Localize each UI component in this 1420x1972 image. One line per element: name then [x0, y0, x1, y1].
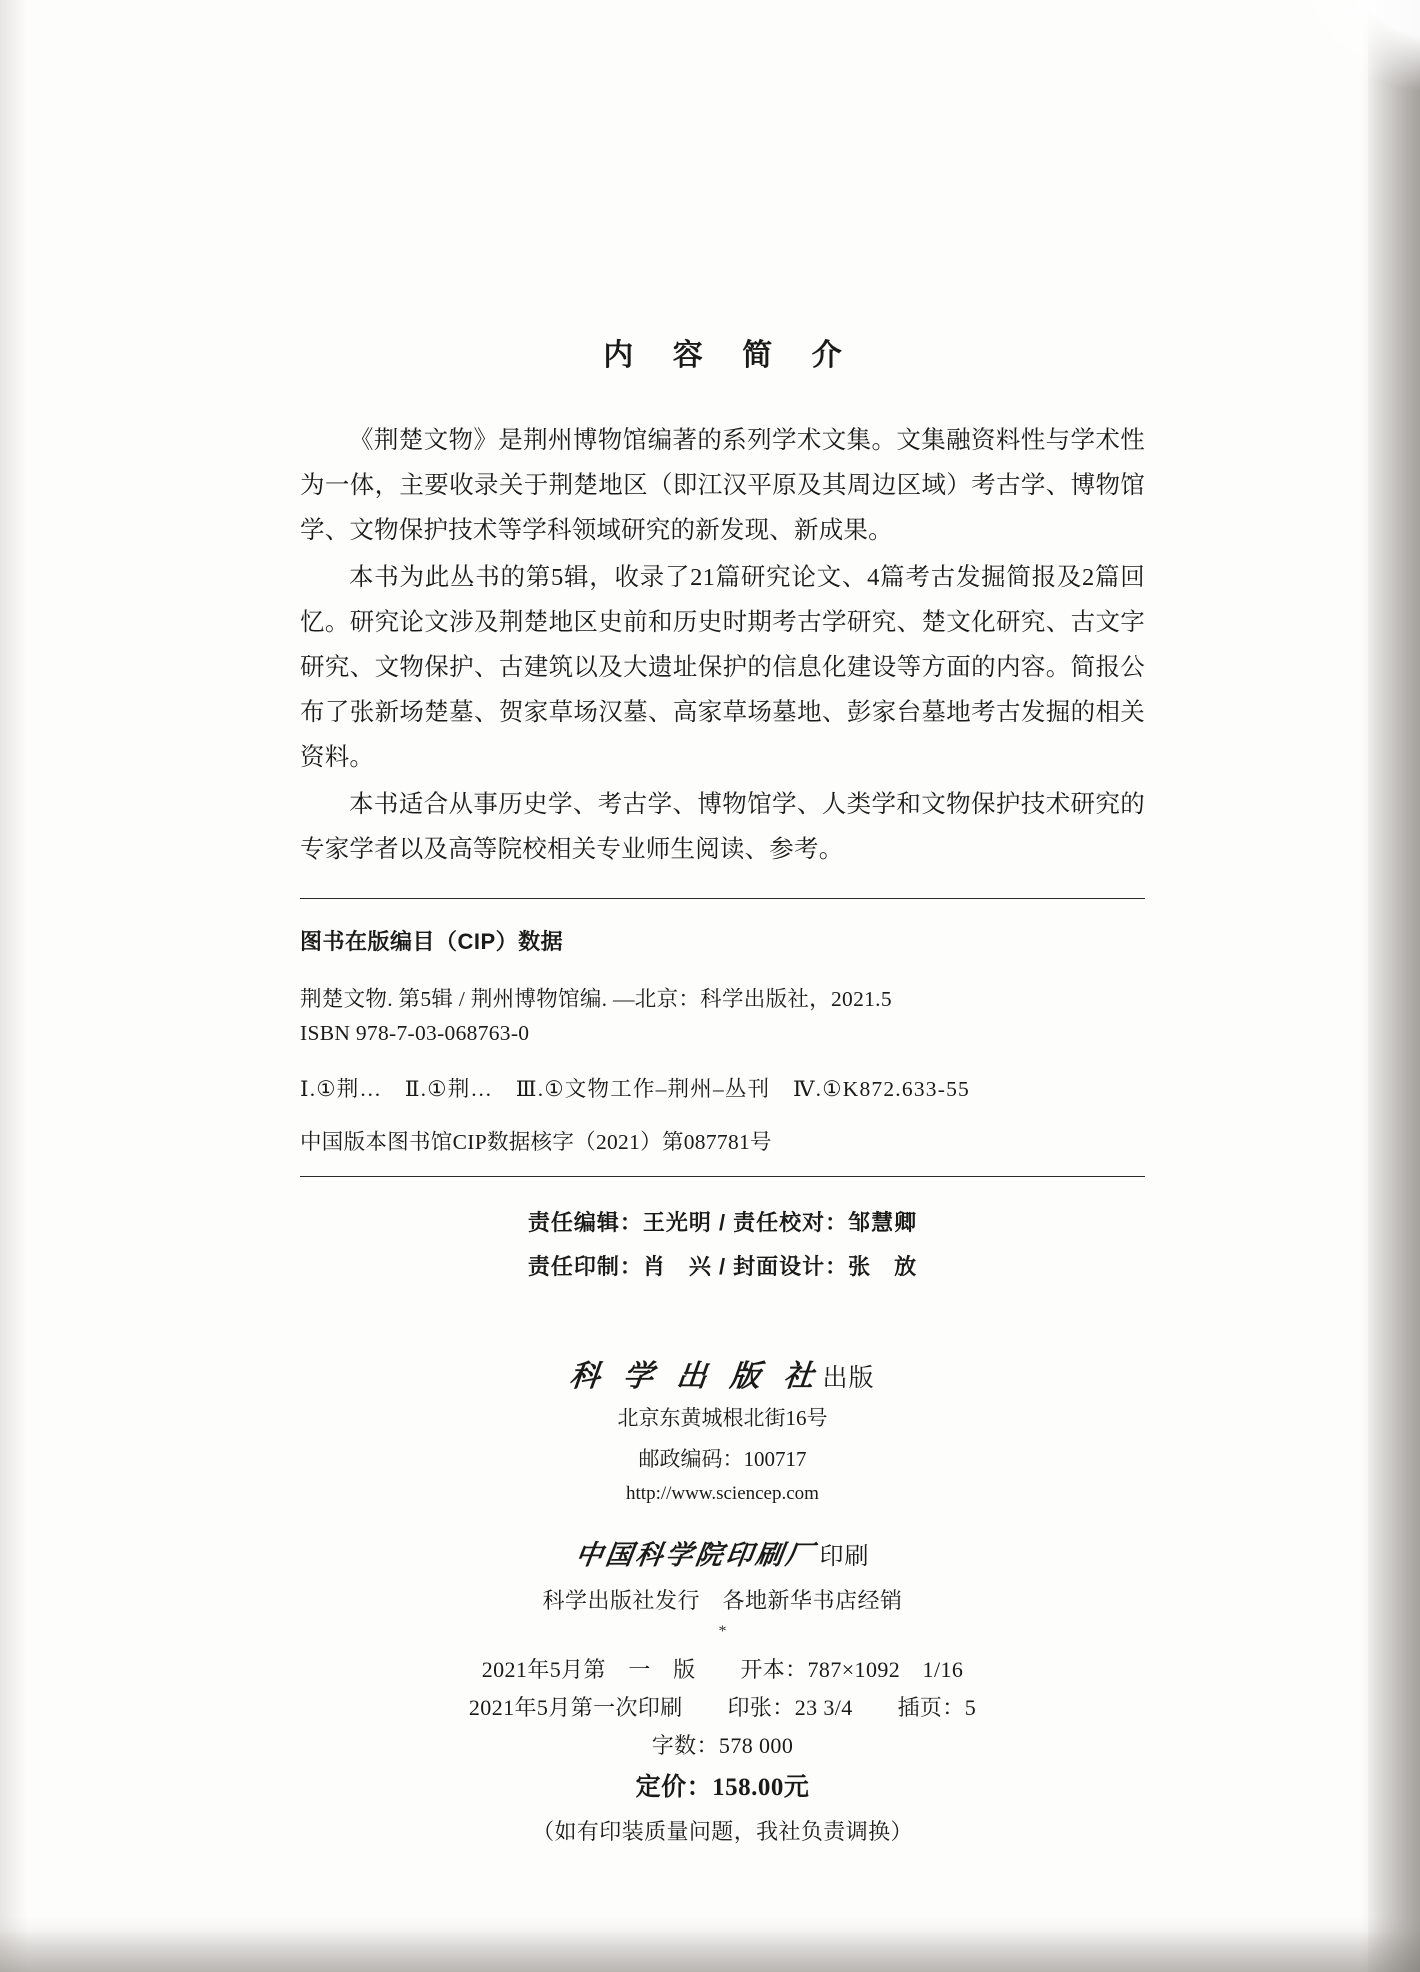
credits-block — [300, 1177, 1145, 1289]
publisher-name-line — [300, 1351, 1145, 1395]
printer-suffix: 印刷 — [819, 1544, 870, 1570]
specs-block — [300, 1651, 1145, 1853]
printer-block — [300, 1533, 1145, 1572]
publisher-logo: 科 学 出 版 社 — [568, 1360, 824, 1393]
abstract-paragraph-1: 《荆楚文物》是荆州博物馆编著的系列学术文集。文集融资料性与学术性为一体，主要收录关于荆楚地区（即江汉平原及其周边区域）考古学、博物馆学、文物保护技术等学科领域研究的新发现、新成果。 — [300, 427, 1145, 544]
spec-row-edition: 2021年5月第 一 版 开本：787×1092 1/16 — [481, 1657, 964, 1682]
publisher-logo-suffix: 出版 — [822, 1365, 875, 1392]
price-line: 定价：158.00元 — [635, 1774, 810, 1801]
page-bottom-edge-shadow — [0, 1932, 1420, 1972]
credits-line-editor: 责任编辑：王光明 / 责任校对：邹慧卿 — [527, 1210, 918, 1235]
spec-row-wordcount: 字数：578 000 — [651, 1733, 794, 1758]
cip-heading: 图书在版编目（CIP）数据 — [300, 929, 564, 954]
quality-note: （如有印装质量问题，我社负责调换） — [532, 1819, 913, 1844]
distribution-line: 科学出版社发行 各地新华书店经销 — [542, 1588, 903, 1613]
credits-line-production: 责任印制：肖 兴 / 封面设计：张 放 — [527, 1254, 918, 1279]
abstract-paragraph-2: 本书为此丛书的第5辑，收录了21篇研究论文、4篇考古发掘简报及2篇回忆。研究论文涉及荆楚地区史前和历史时期考古学研究、楚文化研究、古文字研究、文物保护、古建筑以及大遗址保护的信息化建设等方面的内容。简报公布了张新场楚墓、贺家草场汉墓、高家草场墓地、彭家台墓地考古发掘的相关资料。 — [300, 564, 1145, 771]
abstract-paragraph-3: 本书适合从事历史学、考古学、博物馆学、人类学和文物保护技术研究的专家学者以及高等院校相关专业师生阅读、参考。 — [300, 791, 1145, 863]
printer-logo: 中国科学院印刷厂 — [573, 1540, 818, 1570]
page-title: 内 容 简 介 — [603, 339, 858, 372]
publisher-url[interactable]: http://www.sciencep.com — [626, 1483, 819, 1504]
publisher-address: 北京东黄城根北街16号 — [617, 1406, 828, 1430]
cip-block — [300, 899, 1145, 1156]
cip-title-line: 荆楚文物. 第5辑 / 荆州博物馆编. —北京：科学出版社，2021.5 — [300, 987, 892, 1011]
cip-isbn: ISBN 978-7-03-068763-0 — [300, 1021, 530, 1045]
page-content — [300, 330, 1145, 1853]
page-right-edge-shadow — [1368, 0, 1420, 1972]
cip-core-number: 中国版本图书馆CIP数据核字（2021）第087781号 — [300, 1130, 772, 1154]
publisher-block — [300, 1351, 1145, 1511]
cip-classification: Ⅰ.①荆… Ⅱ.①荆… Ⅲ.①文物工作–荆州–丛刊 Ⅳ.①K872.633-55 — [300, 1077, 970, 1101]
publisher-postcode: 邮政编码：100717 — [638, 1447, 807, 1471]
spec-row-printing: 2021年5月第一次印刷 印张：23 3/4 插页：5 — [468, 1695, 977, 1720]
separator-asterisk: * — [718, 1623, 727, 1640]
